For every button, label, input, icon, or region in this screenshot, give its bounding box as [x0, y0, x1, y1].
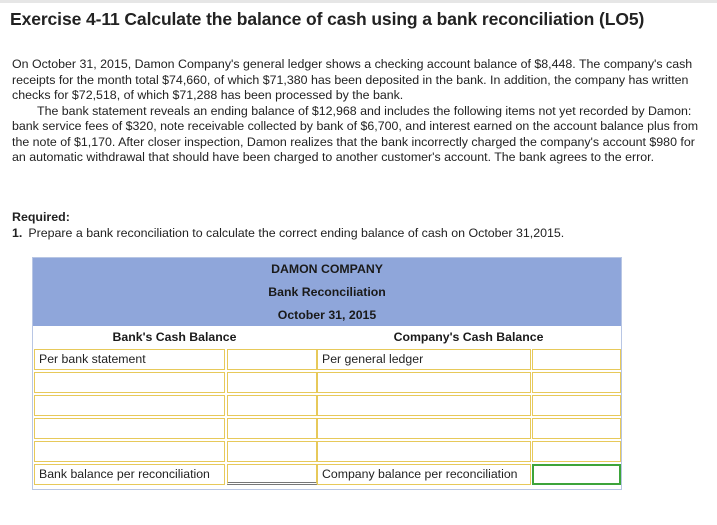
bank-amount-cell-4[interactable] — [227, 418, 317, 439]
company-name-header: DAMON COMPANY — [33, 258, 621, 281]
problem-paragraph-2: The bank statement reveals an ending balance of $12,968 and includes the following items not yet recorded by Damon: bank service fees of $320, note receivable collected by bank of $6,700, and interest earned on the account balance plus from the note of $1,170. After closer inspection, Damon realizes that the bank incorrectly charged the company's account $980 for an automatic withdrawal that should have been charged to another customer's account. The bank agrees to the error. — [12, 103, 699, 164]
statement-date-header: October 31, 2015 — [33, 304, 621, 326]
bank-cash-balance-header: Bank's Cash Balance — [112, 330, 237, 344]
bank-total-label-cell[interactable]: Bank balance per reconciliation — [34, 464, 225, 485]
required-item-number: 1. — [12, 226, 23, 240]
company-amount-cell-2[interactable] — [532, 372, 621, 393]
bank-amount-cell-2[interactable] — [227, 372, 317, 393]
company-label-cell-4[interactable] — [317, 418, 531, 439]
bank-label-cell-2[interactable] — [34, 372, 225, 393]
problem-paragraph-1: On October 31, 2015, Damon Company's general ledger shows a checking account balance of $8,448. The company's cash receipts for the month total $74,660, of which $71,380 has been deposited in the bank. In addition, the company has written checks for $72,518, of which $71,288 has been processed by the bank. — [12, 57, 693, 102]
company-label-cell-5[interactable] — [317, 441, 531, 462]
required-label: Required: — [12, 210, 70, 224]
statement-title-header: Bank Reconciliation — [33, 281, 621, 304]
bank-amount-cell-5[interactable] — [227, 441, 317, 462]
company-total-amount-cell[interactable] — [532, 464, 621, 485]
bank-reconciliation-table — [32, 257, 622, 490]
company-label-cell-3[interactable] — [317, 395, 531, 416]
bank-label-cell-5[interactable] — [34, 441, 225, 462]
top-divider — [0, 0, 717, 3]
company-label-cell-2[interactable] — [317, 372, 531, 393]
bank-label-cell-3[interactable] — [34, 395, 225, 416]
company-amount-cell-3[interactable] — [532, 395, 621, 416]
company-label-cell-1[interactable]: Per general ledger — [317, 349, 531, 370]
company-cash-balance-header: Company's Cash Balance — [393, 330, 544, 344]
company-amount-cell-4[interactable] — [532, 418, 621, 439]
company-amount-cell-5[interactable] — [532, 441, 621, 462]
required-item-1 — [12, 226, 564, 240]
bank-label-cell-4[interactable] — [34, 418, 225, 439]
bank-total-amount-cell[interactable] — [227, 464, 317, 485]
company-total-label-cell[interactable]: Company balance per reconciliation — [317, 464, 531, 485]
problem-text — [12, 57, 712, 166]
exercise-title: Exercise 4-11 Calculate the balance of cash using a bank reconciliation (LO5) — [10, 9, 645, 29]
bank-label-cell-1[interactable]: Per bank statement — [34, 349, 225, 370]
bank-amount-cell-3[interactable] — [227, 395, 317, 416]
required-item-text: Prepare a bank reconciliation to calculate the correct ending balance of cash on October 31,2015. — [28, 226, 565, 240]
company-amount-cell-1[interactable] — [532, 349, 621, 370]
bank-amount-cell-1[interactable] — [227, 349, 317, 370]
